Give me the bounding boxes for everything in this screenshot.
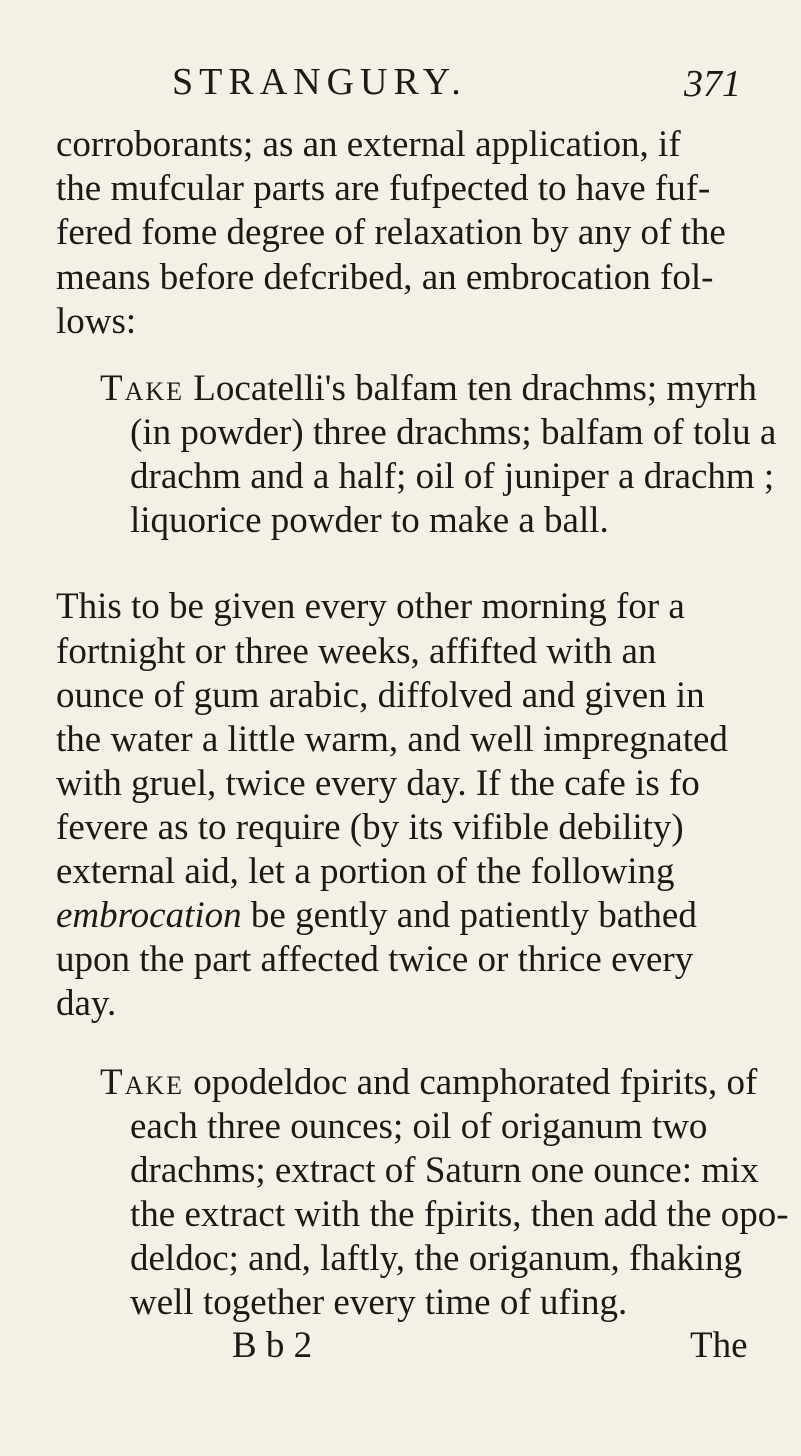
recipe-line: (in powder) three drachms; balfam of tolu a bbox=[130, 412, 777, 453]
text-line: day. bbox=[56, 983, 117, 1024]
take-label: Take bbox=[100, 1062, 185, 1103]
text-line bbox=[56, 897, 697, 934]
text-line: fevere as to require (by its vifible debility) bbox=[56, 807, 684, 848]
take-label: Take bbox=[100, 368, 185, 409]
recipe-line: drachm and a half; oil of juniper a drachm ; bbox=[130, 456, 775, 497]
text-line: fered fome degree of relaxation by any of the bbox=[56, 212, 726, 253]
recipe-line: drachms; extract of Saturn one ounce: mix bbox=[130, 1150, 759, 1191]
text-line: means before defcribed, an embrocation fol- bbox=[56, 257, 714, 298]
text-line: the water a little warm, and well impregnated bbox=[56, 719, 728, 760]
text-line: with gruel, twice every day. If the cafe is fo bbox=[56, 763, 700, 804]
text-line: This to be given every other morning for a bbox=[56, 586, 685, 627]
page-number: 371 bbox=[684, 63, 741, 105]
text-line: upon the part affected twice or thrice every bbox=[56, 939, 694, 980]
recipe-line: well together every time of ufing. bbox=[130, 1282, 628, 1323]
text-line: fortnight or three weeks, affifted with an bbox=[56, 631, 657, 672]
recipe-line: each three ounces; oil of origanum two bbox=[130, 1106, 708, 1147]
signature-mark: B b 2 bbox=[232, 1325, 313, 1366]
catchword: The bbox=[690, 1325, 748, 1366]
recipe-line: the extract with the fpirits, then add the opo- bbox=[130, 1194, 789, 1235]
text-line: lows: bbox=[56, 301, 137, 342]
text-line: the mufcular parts are fufpected to have fuf- bbox=[56, 168, 711, 209]
text-span: be gently and patiently bathed bbox=[241, 895, 697, 936]
recipe-text: opodeldoc and camphorated fpirits, of bbox=[193, 1062, 758, 1103]
italic-term: embrocation bbox=[56, 895, 242, 936]
running-head: STRANGURY. bbox=[172, 61, 467, 103]
recipe-text: Locatelli's balfam ten drachms; myrrh bbox=[193, 368, 757, 409]
text-line: corroborants; as an external application, if bbox=[56, 124, 681, 165]
recipe-line bbox=[100, 370, 757, 407]
text-line: ounce of gum arabic, diffolved and given in bbox=[56, 675, 705, 716]
recipe-line bbox=[100, 1064, 757, 1101]
recipe-line: deldoc; and, laftly, the origanum, fhaking bbox=[130, 1238, 743, 1279]
recipe-line: liquorice powder to make a ball. bbox=[130, 500, 609, 541]
text-line: external aid, let a portion of the following bbox=[56, 851, 675, 892]
